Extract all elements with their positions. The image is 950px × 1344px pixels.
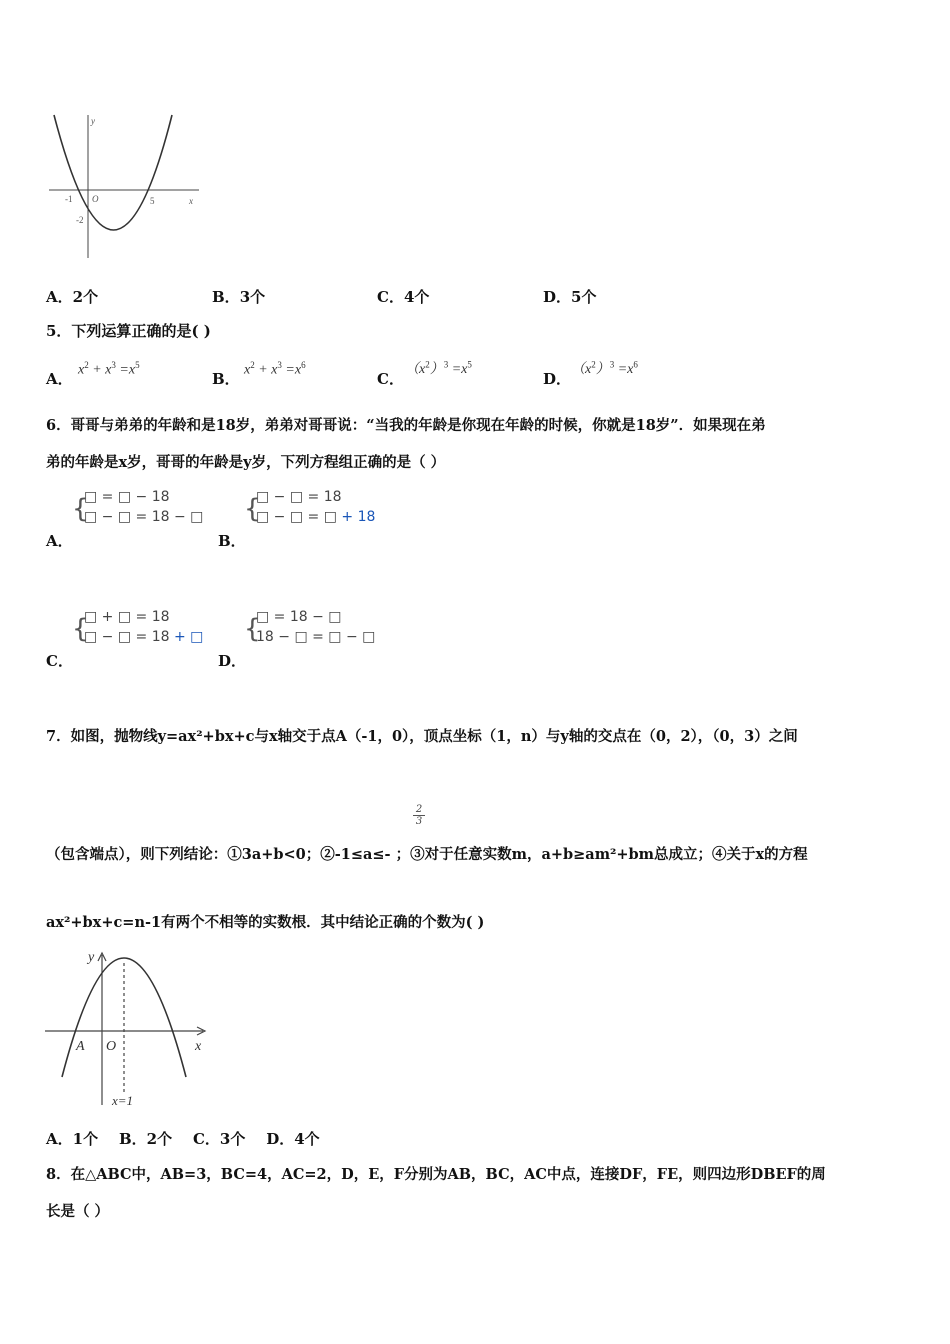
tick-neg1-label: -1 <box>65 194 73 204</box>
q6-system-a: { □ = □ − 18 □ − □ = 18 − □ <box>72 487 212 529</box>
tick-neg2-label: -2 <box>76 215 84 225</box>
q6-system-d: { □ = 18 − □ 18 − □ = □ − □ <box>244 607 384 649</box>
q8-stem-line2: 长是（ ） <box>46 1203 110 1220</box>
q4-option-d[interactable]: D．5个 <box>543 288 597 306</box>
tick-5-label: 5 <box>150 196 155 206</box>
x-axis-label: x <box>189 196 193 206</box>
q7-stem-line2: （包含端点），则下列结论：①3a+b<0；②-1≤a≤- ；③对于任意实数m，a+b≥am²+bm总成立；④关于x的方程 <box>46 846 808 863</box>
q7-options[interactable]: A．1个 B．2个 C．3个 D．4个 <box>46 1130 320 1148</box>
origin-label: O <box>106 1039 117 1054</box>
q6-option-b[interactable]: B． <box>218 532 246 550</box>
q7-stem-line1: 7．如图，抛物线y=ax²+bx+c与x轴交于点A（-1，0），顶点坐标（1，n）与y轴的交点在（0，2），（0，3）之间 <box>46 728 798 745</box>
brace-c: { <box>72 614 89 644</box>
q4-option-a[interactable]: A．2个 <box>46 288 99 306</box>
q7-stem-line3: ax²+bx+c=n-1有两个不相等的实数根．其中结论正确的个数为( ) <box>46 914 485 931</box>
q7-fraction: $\frac{2}{3}$ <box>413 804 425 827</box>
q6-stem-line2: 弟的年龄是x岁，哥哥的年龄是y岁，下列方程组正确的是（ ） <box>46 454 446 471</box>
q6-system-b: { □ − □ = 18 □ − □ = □ + 18 <box>244 487 384 529</box>
q4-option-c[interactable]: C．4个 <box>377 288 430 306</box>
y-axis-label: y <box>88 950 95 965</box>
origin-label: O <box>92 194 99 204</box>
y-axis-label: y <box>91 116 95 126</box>
q8-stem-line1: 8．在△ABC中，AB=3，BC=4，AC=2，D，E，F分别为AB，BC，AC中点，连接DF，FE，则四边形DBEF的周 <box>46 1166 826 1183</box>
q6-option-c[interactable]: C． <box>46 652 73 670</box>
point-a-label: A <box>76 1039 85 1054</box>
q4-option-b[interactable]: B．3个 <box>212 288 266 306</box>
q6-option-d[interactable]: D． <box>218 652 247 670</box>
brace-d: { <box>244 614 261 644</box>
parabola-graph-2 <box>40 945 215 1110</box>
parabola-graph-1 <box>44 110 204 260</box>
q6-option-a[interactable]: A． <box>46 532 73 550</box>
symmetry-axis-label: x=1 <box>112 1093 134 1108</box>
q6-stem-line1: 6．哥哥与弟弟的年龄和是18岁，弟弟对哥哥说：“当我的年龄是你现在年龄的时候，你就是18岁”．如果现在弟 <box>46 417 766 434</box>
brace-a: { <box>72 494 89 524</box>
q5-stem: 5．下列运算正确的是( ) <box>46 322 211 340</box>
brace-b: { <box>244 494 261 524</box>
q6-system-c: { □ + □ = 18 □ − □ = 18 + □ <box>72 607 212 649</box>
x-axis-label: x <box>195 1039 202 1054</box>
